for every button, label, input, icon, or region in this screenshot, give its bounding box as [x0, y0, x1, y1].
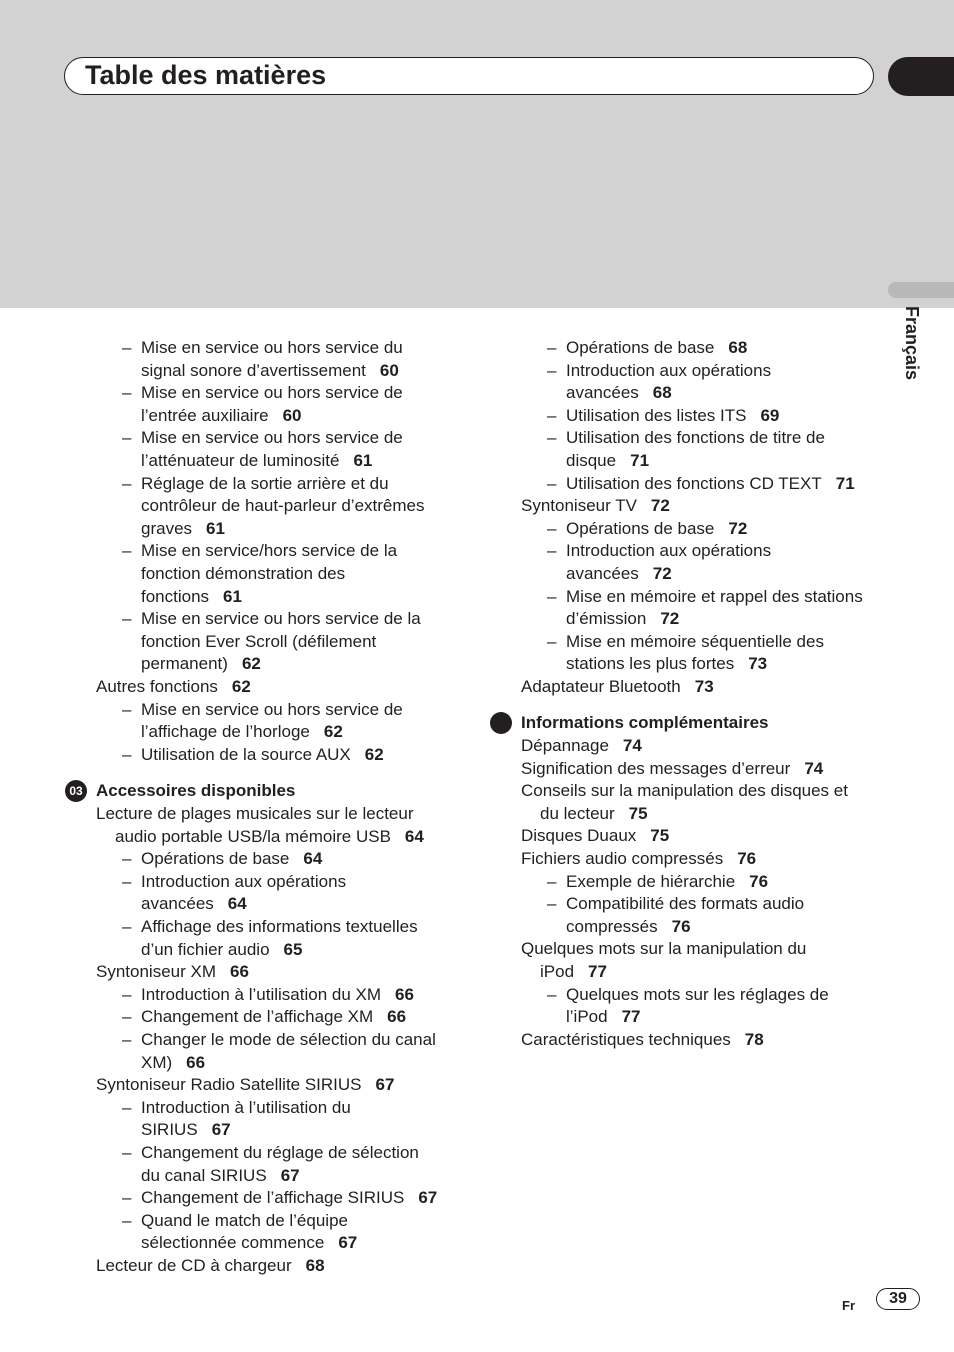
toc-dash: – — [122, 1210, 132, 1230]
toc-entry-text: avancées — [566, 564, 639, 583]
toc-entry-text: Utilisation des fonctions CD TEXT — [566, 473, 822, 493]
toc-page-number: 75 — [628, 803, 648, 823]
toc-page-number: 66 — [395, 984, 414, 1004]
toc-entry-text: SIRIUS — [141, 1120, 198, 1140]
toc-entry-text: Syntoniseur XM — [96, 962, 216, 982]
toc-entry-text: d’un fichier audio — [141, 939, 270, 959]
toc-entry — [521, 758, 823, 781]
toc-entry-text: Quelques mots sur les réglages de — [566, 984, 829, 1004]
toc-dash: – — [122, 428, 132, 448]
toc-entry-text: Opérations de base — [566, 518, 715, 538]
toc-entry-text: stations les plus fortes — [566, 654, 735, 674]
toc-entry-text: graves — [141, 518, 193, 538]
toc-entry — [566, 608, 679, 631]
toc-entry — [141, 939, 302, 962]
toc-entry-text: signal sonore d’avertissement — [141, 360, 366, 380]
toc-entry — [141, 721, 343, 744]
toc-dash: – — [122, 541, 132, 561]
toc-page-number: 62 — [231, 677, 251, 696]
toc-entry-text: Disques Duaux — [521, 826, 637, 846]
toc-entry — [141, 1006, 406, 1029]
header-band — [0, 0, 954, 308]
toc-entry-text: d’émission — [566, 609, 647, 629]
toc-dash: – — [547, 894, 557, 914]
toc-entry-text: du lecteur — [540, 803, 615, 823]
toc-entry — [141, 1142, 419, 1165]
toc-entry — [96, 676, 251, 699]
toc-page-number: 68 — [305, 1256, 325, 1275]
footer-language-code: Fr — [842, 1298, 855, 1313]
toc-page-number: 67 — [280, 1165, 300, 1185]
toc-page-number: 65 — [283, 939, 303, 959]
toc-entry-text: Introduction aux opérations — [141, 871, 347, 891]
toc-entry-text: Introduction aux opérations — [566, 360, 772, 380]
toc-entry-text: Mise en service/hors service de la — [141, 541, 398, 561]
toc-page-number: 67 — [211, 1120, 231, 1140]
toc-dash: – — [547, 338, 557, 357]
toc-page-number: 60 — [379, 360, 399, 380]
toc-dash: – — [547, 871, 557, 891]
toc-entry-text: Autres fonctions — [96, 677, 218, 696]
toc-dash: – — [122, 1188, 132, 1208]
toc-entry-text: avancées — [566, 383, 639, 403]
toc-entry — [521, 495, 670, 518]
toc-entry — [141, 427, 403, 450]
toc-entry — [566, 653, 767, 676]
toc-page-number: 60 — [282, 405, 302, 425]
toc-entry — [141, 631, 376, 654]
toc-entry-text: sélectionnée commence — [141, 1233, 325, 1253]
toc-dash: – — [122, 699, 132, 719]
toc-page-number: 71 — [835, 473, 855, 493]
toc-dash: – — [547, 405, 557, 425]
toc-dash: – — [122, 338, 132, 357]
toc-entry — [96, 961, 249, 984]
title-box — [64, 57, 874, 95]
section-heading: Informations complémentaires — [521, 713, 769, 732]
toc-dash: – — [122, 744, 132, 764]
toc-page-number: 68 — [652, 383, 672, 403]
toc-entry — [540, 803, 648, 826]
toc-entry-text: Changement de l’affichage XM — [141, 1007, 374, 1027]
toc-entry — [566, 1006, 641, 1029]
toc-dash: – — [547, 428, 557, 448]
toc-entry — [566, 893, 804, 916]
toc-entry-text: Adaptateur Bluetooth — [521, 677, 681, 696]
chapter-tab — [888, 57, 954, 96]
toc-dash: – — [122, 871, 132, 891]
toc-entry — [141, 382, 403, 405]
toc-entry-text: Changement du réglage de sélection — [141, 1143, 419, 1162]
toc-entry-text: Utilisation des listes ITS — [566, 405, 747, 425]
toc-entry — [141, 540, 397, 563]
toc-entry — [141, 586, 242, 609]
toc-page-number: 76 — [737, 849, 757, 868]
toc-entry-text: Introduction à l’utilisation du — [141, 1097, 351, 1117]
toc-page-number: 61 — [223, 586, 242, 606]
toc-page-number: 68 — [728, 338, 748, 357]
toc-entry-text: Mise en mémoire et rappel des stations — [566, 586, 863, 606]
toc-page-number: 77 — [588, 962, 607, 981]
toc-entry-text: Opérations de base — [141, 849, 290, 869]
toc-entry — [141, 337, 403, 360]
toc-dash: – — [547, 631, 557, 651]
toc-entry — [566, 631, 824, 654]
toc-entry-text: fonctions — [141, 586, 210, 606]
toc-page-number: 62 — [364, 744, 384, 764]
toc-page-number: 73 — [748, 654, 768, 674]
toc-entry-text: iPod — [540, 962, 575, 981]
toc-entry — [566, 518, 747, 541]
toc-page-number: 62 — [323, 722, 343, 742]
toc-page-number: 71 — [630, 451, 650, 470]
toc-entry-text: Syntoniseur TV — [521, 496, 637, 516]
toc-entry — [141, 518, 225, 541]
toc-entry — [141, 1232, 357, 1255]
toc-entry-text: Mise en service ou hors service du — [141, 338, 403, 357]
toc-entry — [566, 916, 691, 939]
toc-entry — [521, 1029, 764, 1052]
toc-entry — [96, 1074, 394, 1097]
toc-entry-text: Compatibilité des formats audio — [566, 894, 805, 914]
section-number-badge — [490, 712, 512, 734]
toc-page-number: 73 — [694, 677, 714, 696]
toc-entry — [566, 871, 768, 894]
toc-page-number: 75 — [650, 826, 670, 846]
toc-entry — [566, 405, 779, 428]
toc-entry-text: Changement de l’affichage SIRIUS — [141, 1188, 405, 1208]
toc-dash: – — [122, 383, 132, 403]
toc-page-number: 64 — [404, 826, 424, 846]
toc-entry-text: Signification des messages d’erreur — [521, 758, 791, 778]
toc-entry-text: Lecture de plages musicales sur le lecteur — [96, 804, 414, 823]
toc-dash: – — [122, 984, 132, 1004]
toc-entry-text: fonction démonstration des — [141, 564, 346, 583]
toc-entry — [566, 337, 747, 360]
toc-entry — [141, 1097, 351, 1120]
toc-entry-text: Introduction aux opérations — [566, 541, 772, 561]
toc-page-number: 61 — [353, 451, 373, 470]
toc-entry — [566, 427, 825, 450]
toc-entry — [141, 450, 372, 473]
toc-dash: – — [122, 1030, 132, 1049]
toc-entry — [521, 676, 714, 699]
section-heading: Accessoires disponibles — [96, 781, 296, 800]
toc-page-number: 72 — [650, 496, 670, 516]
toc-entry-text: Introduction à l’utilisation du XM — [141, 984, 382, 1004]
toc-dash: – — [122, 473, 132, 493]
toc-page-number: 72 — [652, 564, 672, 583]
toc-entry-text: permanent) — [141, 654, 228, 674]
toc-dash: – — [547, 984, 557, 1004]
toc-entry — [521, 848, 756, 871]
toc-entry-text: Utilisation des fonctions de titre de — [566, 428, 825, 448]
toc-entry — [566, 540, 771, 563]
toc-dash: – — [122, 1143, 132, 1162]
toc-page-number: 66 — [230, 962, 249, 982]
footer-page-number: 39 — [876, 1288, 920, 1310]
toc-entry-text: Mise en service ou hors service de — [141, 699, 403, 719]
toc-entry — [566, 450, 649, 473]
toc-entry — [141, 1029, 436, 1052]
toc-entry-text: Caractéristiques techniques — [521, 1029, 731, 1049]
toc-entry — [141, 563, 345, 586]
toc-entry-text: l’iPod — [566, 1007, 608, 1027]
toc-dash: – — [122, 1007, 132, 1027]
toc-entry-text: l’affichage de l’horloge — [141, 722, 310, 742]
toc-entry-text: fonction Ever Scroll (défilement — [141, 631, 377, 651]
toc-entry — [141, 1119, 231, 1142]
toc-page-number: 74 — [622, 736, 642, 755]
toc-entry — [141, 1187, 437, 1210]
toc-page-number: 78 — [744, 1029, 764, 1049]
toc-dash: – — [122, 849, 132, 869]
toc-page-number: 67 — [375, 1075, 395, 1095]
toc-entry — [96, 1255, 325, 1278]
toc-page-number: 74 — [804, 758, 824, 778]
toc-entry — [566, 563, 672, 586]
toc-entry-text: Mise en mémoire séquentielle des — [566, 631, 824, 651]
toc-entry — [141, 1210, 348, 1233]
toc-dash: – — [547, 473, 557, 493]
language-tab-label: Français — [902, 306, 922, 381]
toc-entry — [141, 653, 261, 676]
toc-entry — [141, 1052, 205, 1075]
toc-entry — [566, 382, 672, 405]
toc-entry-text: Affichage des informations textuelles — [141, 917, 418, 936]
toc-entry-text: Lecteur de CD à chargeur — [96, 1256, 292, 1275]
toc-entry — [141, 893, 247, 916]
toc-entry — [141, 744, 384, 767]
toc-dash: – — [547, 518, 557, 538]
page-title: Table des matières — [85, 60, 327, 90]
toc-page-number: 61 — [206, 518, 225, 538]
toc-entry-text: Mise en service ou hors service de la — [141, 609, 421, 629]
toc-entry — [141, 984, 414, 1007]
toc-entry — [141, 608, 421, 631]
toc-entry — [566, 360, 771, 383]
toc-entry-text: disque — [566, 451, 617, 470]
toc-entry-text: Changer le mode de sélection du canal — [141, 1030, 436, 1049]
toc-entry-text: l’atténuateur de luminosité — [141, 451, 340, 470]
toc-page-number: 69 — [760, 405, 780, 425]
toc-dash: – — [122, 917, 132, 936]
toc-entry-text: compressés — [566, 916, 658, 936]
toc-entry-text: audio portable USB/la mémoire USB — [115, 826, 391, 846]
toc-page-number: 67 — [418, 1188, 438, 1208]
toc-entry-text: XM) — [141, 1052, 173, 1072]
toc-page-number: 66 — [387, 1007, 407, 1027]
toc-entry-text: Conseils sur la manipulation des disques et — [521, 781, 848, 801]
toc-entry — [141, 699, 403, 722]
toc-page-number: 62 — [241, 654, 261, 674]
toc-page-number: 64 — [227, 894, 247, 914]
toc-page-number: 67 — [338, 1233, 358, 1253]
toc-entry-text: Quelques mots sur la manipulation du — [521, 939, 807, 959]
toc-entry — [96, 803, 414, 826]
toc-dash: – — [122, 1097, 132, 1117]
toc-entry — [566, 473, 855, 496]
toc-page-number: 76 — [671, 916, 691, 936]
toc-entry — [521, 938, 806, 961]
toc-page-number: 72 — [728, 518, 748, 538]
toc-entry — [141, 405, 302, 428]
toc-entry-text: du canal SIRIUS — [141, 1165, 267, 1185]
toc-dash: – — [547, 586, 557, 606]
toc-entry — [540, 961, 607, 984]
toc-entry — [141, 871, 346, 894]
toc-entry-text: avancées — [141, 894, 214, 914]
toc-entry-text: Exemple de hiérarchie — [566, 871, 736, 891]
toc-entry-text: Quand le match de l’équipe — [141, 1210, 348, 1230]
toc-page-number: 64 — [303, 849, 323, 869]
toc-entry-text: Utilisation de la source AUX — [141, 744, 351, 764]
toc-entry-text: Syntoniseur Radio Satellite SIRIUS — [96, 1075, 362, 1095]
toc-entry — [115, 826, 424, 849]
toc-entry — [521, 780, 848, 803]
toc-entry — [521, 825, 669, 848]
toc-page-number: 76 — [749, 871, 769, 891]
toc-entry-text: l’entrée auxiliaire — [141, 405, 269, 425]
toc-entry-text: Opérations de base — [566, 338, 715, 357]
toc-entry-text: Fichiers audio compressés — [521, 849, 724, 868]
toc-page-number: 72 — [660, 609, 680, 629]
toc-entry — [566, 984, 829, 1007]
toc-entry — [141, 360, 399, 383]
toc-dash: – — [547, 541, 557, 561]
toc-entry — [141, 916, 418, 939]
section-number-badge: 03 — [65, 780, 87, 802]
toc-entry — [141, 1165, 300, 1188]
toc-entry-text: Mise en service ou hors service de — [141, 383, 403, 403]
language-tab-marker — [888, 282, 954, 298]
toc-dash: – — [122, 609, 132, 629]
toc-entry-text: Dépannage — [521, 736, 609, 755]
toc-entry — [521, 735, 642, 758]
toc-entry — [141, 495, 424, 518]
toc-entry — [141, 473, 389, 496]
toc-entry-text: contrôleur de haut-parleur d’extrêmes — [141, 496, 425, 516]
toc-entry — [566, 586, 863, 609]
toc-page-number: 66 — [186, 1052, 206, 1072]
toc-page-number: 77 — [621, 1007, 641, 1027]
toc-entry-text: Réglage de la sortie arrière et du — [141, 473, 389, 493]
toc-entry-text: Mise en service ou hors service de — [141, 428, 403, 448]
toc-dash: – — [547, 360, 557, 380]
toc-entry — [141, 848, 322, 871]
